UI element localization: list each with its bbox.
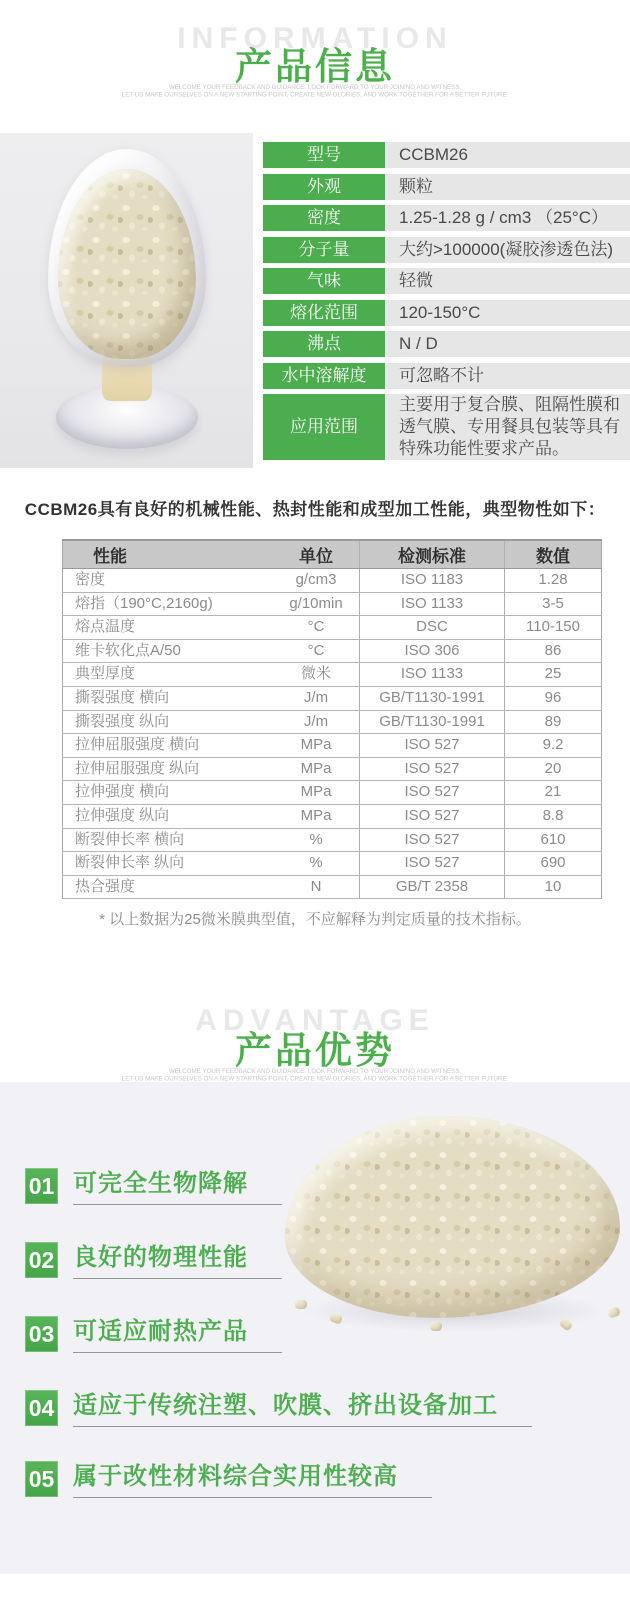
cell-standard: GB/T1130-1991 [360,686,505,710]
spec-value: 轻微 [385,268,630,294]
advantage-text: 可完全生物降解 [73,1171,282,1205]
cell-property: 撕裂强度 横向 [63,686,274,710]
table-header-row [63,540,602,569]
spec-row-appearance [263,174,630,200]
info-watermark: INFORMATION [177,22,453,55]
cell-value: 21 [505,781,602,805]
product-photo [0,133,253,468]
spec-label: 气味 [263,268,385,294]
spec-value: CCBM26 [385,142,630,168]
spec-value: 颗粒 [385,174,630,200]
advantage-item [25,1242,282,1279]
properties-table [62,539,602,899]
advantage-section [0,1082,630,1574]
table-row [63,875,602,899]
pellet-grain [295,1300,307,1309]
cell-standard: ISO 1133 [360,592,505,616]
table-row [63,710,602,734]
header-value: 数值 [505,540,602,569]
spec-label: 外观 [263,174,385,200]
spec-label: 密度 [263,205,385,231]
spec-row-boiling-point [263,331,630,357]
cell-value: 89 [505,710,602,734]
table-row [63,592,602,616]
advantage-watermark: ADVANTAGE [195,1004,435,1037]
table-row [63,639,602,663]
spec-value: 可忽略不计 [385,363,630,389]
spec-row-melting-range [263,300,630,326]
advantage-text: 适应于传统注塑、吹膜、挤出设备加工 [73,1393,532,1427]
spec-value: N / D [385,331,630,357]
cell-property: 断裂伸长率 横向 [63,828,274,852]
advantage-item [25,1168,282,1205]
cell-unit: 微米 [273,663,360,687]
cell-property: 熔指（190°C,2160g) [63,592,274,616]
spec-row-application [263,394,630,460]
cell-standard: ISO 306 [360,639,505,663]
info-section-title: 产品信息 [235,46,395,87]
cell-property: 维卡软化点A/50 [63,639,274,663]
cell-value: 9.2 [505,734,602,758]
cell-property: 熔点温度 [63,616,274,640]
cell-unit: °C [273,616,360,640]
cell-unit: J/m [273,686,360,710]
advantage-number: 05 [25,1461,58,1497]
cell-unit: g/10min [273,592,360,616]
table-row [63,686,602,710]
table-row [63,781,602,805]
cell-value: 25 [505,663,602,687]
info-slogan-line2: LET US MAKE OURSELVES ON A NEW STARTING POINT, CREATE NEW GLORIES, AND WORK TOGETHER FOR A BETTER FUTURE. [121,91,509,99]
cell-value: 10 [505,875,602,899]
table-row [63,616,602,640]
cell-standard: ISO 527 [360,828,505,852]
spec-row-molecular-weight [263,237,630,263]
cell-standard: DSC [360,616,505,640]
cell-standard: GB/T1130-1991 [360,710,505,734]
cell-value: 110-150 [505,616,602,640]
intro-text: CCBM26具有良好的机械性能、热封性能和成型加工性能，典型物性如下： [24,500,606,519]
cell-standard: ISO 1183 [360,569,505,593]
advantage-text: 可适应耐热产品 [73,1319,282,1353]
table-row [63,569,602,593]
advantage-number: 03 [25,1316,58,1352]
spec-label: 应用范围 [263,394,385,460]
cell-value: 690 [505,852,602,876]
pellets-pile-image [285,1116,620,1318]
spec-value: 主要用于复合膜、阻隔性膜和透气膜、专用餐具包装等具有特殊功能性要求产品。 [385,394,630,460]
spec-row-model [263,142,630,168]
advantage-number: 04 [25,1390,58,1426]
spec-label: 分子量 [263,237,385,263]
advantage-slogan-line1: WELCOME YOUR FEEDBACK AND GUIDANCE, LOOK FORWARD TO YOUR JOINING AND WITNESS. [168,1068,462,1075]
cell-property: 密度 [63,569,274,593]
spec-value: 大约>100000(凝胶渗透色法) [385,237,630,263]
spec-value: 120-150°C [385,300,630,326]
spec-label: 熔化范围 [263,300,385,326]
spec-value: 1.25-1.28 g / cm3 （25°C） [385,205,630,231]
cell-property: 拉伸屈服强度 纵向 [63,757,274,781]
cell-standard: ISO 527 [360,804,505,828]
advantage-item [25,1461,432,1498]
cell-unit: J/m [273,710,360,734]
cell-unit: MPa [273,804,360,828]
cell-value: 3-5 [505,592,602,616]
cell-unit: N [273,875,360,899]
info-slogan [120,84,511,99]
cell-value: 1.28 [505,569,602,593]
advantage-section-title: 产品优势 [235,1030,395,1071]
cell-standard: ISO 527 [360,852,505,876]
spec-list [263,142,630,466]
cell-value: 96 [505,686,602,710]
cell-value: 610 [505,828,602,852]
cell-property: 断裂伸长率 纵向 [63,852,274,876]
cell-standard: ISO 527 [360,781,505,805]
spec-row-water-solubility [263,363,630,389]
cell-property: 典型厚度 [63,663,274,687]
advantage-number: 01 [25,1168,58,1204]
cell-standard: GB/T 2358 [360,875,505,899]
spec-row-density [263,205,630,231]
cell-standard: ISO 527 [360,757,505,781]
cell-value: 8.8 [505,804,602,828]
cell-value: 86 [505,639,602,663]
cell-value: 20 [505,757,602,781]
table-row [63,734,602,758]
cell-property: 拉伸强度 纵向 [63,804,274,828]
spec-label: 水中溶解度 [263,363,385,389]
cell-property: 热合强度 [63,875,274,899]
table-row [63,663,602,687]
header-standard: 检测标准 [360,540,505,569]
advantage-item [25,1316,282,1353]
cell-unit: MPa [273,781,360,805]
spec-label: 沸点 [263,331,385,357]
cell-unit: MPa [273,757,360,781]
cell-property: 撕裂强度 纵向 [63,710,274,734]
header-unit: 单位 [273,540,360,569]
cell-unit: g/cm3 [273,569,360,593]
cell-property: 拉伸强度 横向 [63,781,274,805]
cell-standard: ISO 527 [360,734,505,758]
advantage-slogan [120,1068,511,1083]
cell-unit: % [273,828,360,852]
cell-property: 拉伸屈服强度 横向 [63,734,274,758]
info-slogan-line1: WELCOME YOUR FEEDBACK AND GUIDANCE, LOOK FORWARD TO YOUR JOINING AND WITNESS. [168,84,462,91]
spec-label: 型号 [263,142,385,168]
table-footnote: * 以上数据为25微米膜典型值，不应解释为判定质量的技术指标。 [99,911,531,928]
advantage-text: 良好的物理性能 [73,1245,282,1279]
pellet-grain [430,1322,442,1331]
table-row [63,757,602,781]
cell-unit: % [273,852,360,876]
advantage-slogan-line2: LET US MAKE OURSELVES ON A NEW STARTING POINT, CREATE NEW GLORIES, AND WORK TOGETHER FOR A BETTER FUTURE. [121,1075,509,1083]
advantage-number: 02 [25,1242,58,1278]
advantage-text: 属于改性材料综合实用性较高 [73,1464,432,1498]
spec-row-odor [263,268,630,294]
table-row [63,828,602,852]
header-property: 性能 [63,540,274,569]
cell-unit: MPa [273,734,360,758]
cell-unit: °C [273,639,360,663]
table-row [63,852,602,876]
advantage-item [25,1390,532,1427]
table-row [63,804,602,828]
cell-standard: ISO 1133 [360,663,505,687]
